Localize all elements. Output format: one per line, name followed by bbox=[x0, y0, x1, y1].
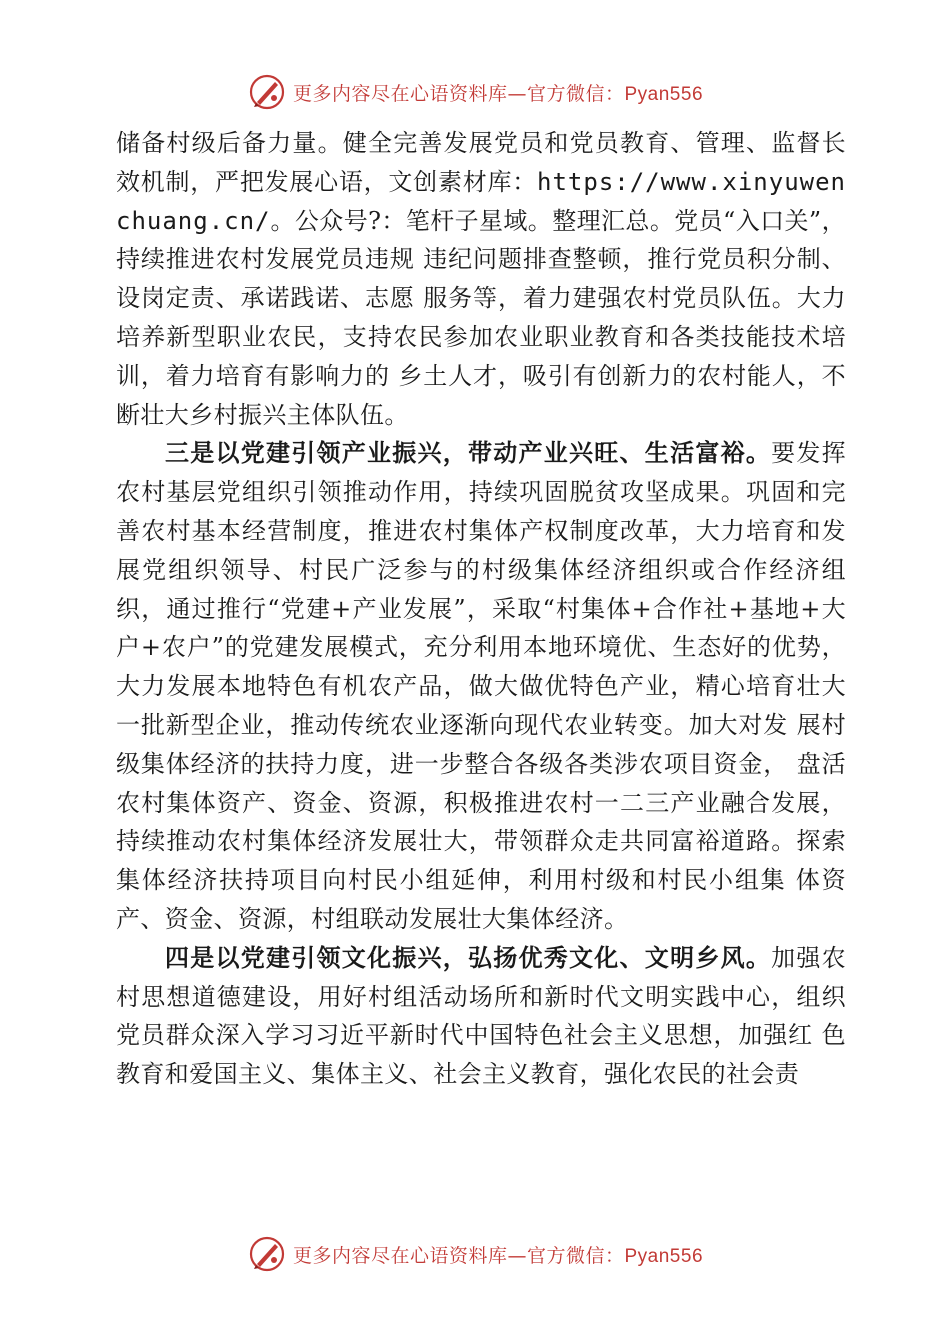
paragraph-lead: 三是以党建引领产业振兴，带动产业兴旺、生活富裕。 bbox=[165, 439, 772, 468]
website-url[interactable]: https://www.xinyuwenchuang.cn/ bbox=[116, 167, 846, 235]
banner-text: 更多内容尽在心语资料库—官方微信：Pyan556 bbox=[292, 1244, 704, 1267]
paragraph-3: 四是以党建引领文化振兴，弘扬优秀文化、文明乡风。加强农村思想道德建设，用好村组活动场所和新时代文明实践中心，组织党员群众深入学习习近平新时代中国特色社会主义思想，加强红 色教育和爱国主义、集体主义、社会主义教育，强化农民的社会责 bbox=[116, 943, 847, 1089]
banner-text: 更多内容尽在心语资料库—官方微信：Pyan556 bbox=[292, 82, 704, 105]
paragraph-1: 储备村级后备力量。健全完善发展党员和党员教育、管理、监督长效机制，严把发展心语，文创素材库：https://www.xinyuwenchuang.cn/。公众号?：笔杆子星域。整理汇总。党员“入口关”，持续推进农村发展党员违规 违纪问题排查整顿，推行党员积分制、设岗定责、承诺践诺、志愿 服务等，着力建强农村党员队伍。大力培养新型职业农民，支持农民参加农业职业教育和各类技能技术培训，着力培育有影响力的 乡土人才，吸引有创新力的农村能人，不断壮大乡村振兴主体队伍。 bbox=[116, 129, 846, 429]
header-banner bbox=[0, 70, 950, 114]
footer-banner bbox=[0, 1232, 950, 1276]
wechat-id: Pyan556 bbox=[624, 1245, 704, 1267]
document-body bbox=[116, 124, 846, 1094]
paragraph-lead: 四是以党建引领文化振兴，弘扬优秀文化、文明乡风。 bbox=[165, 943, 772, 972]
wechat-id: Pyan556 bbox=[624, 83, 704, 105]
pen-seal-icon bbox=[247, 1234, 287, 1274]
pen-seal-icon bbox=[247, 72, 287, 112]
paragraph-2: 三是以党建引领产业振兴，带动产业兴旺、生活富裕。要发挥农村基层党组织引领推动作用，持续巩固脱贫攻坚成果。巩固和完善农村基本经营制度，推进农村集体产权制度改革，大力培育和发 展党组织领导、村民广泛参与的村级集体经济组织或合作经济组织，通过推行“党建+产业发展”，采取“村集体+合作社+基地+大户+农户”的党建发展模式，充分利用本地环境优、生态好的优势， 大力发展本地特色有机农产品，做大做优特色产业，精心培育壮大一批新型企业，推动传统农业逐渐向现代农业转变。加大对发 展村级集体经济的扶持力度，进一步整合各级各类涉农项目资金， 盘活农村集体资产、资金、资源，积极推进农村一二三产业融合发展，持续推动农村集体经济发展壮大，带领群众走共同富裕道路。探索集体经济扶持项目向村民小组延伸，利用村级和村民小组集 体资产、资金、资源，村组联动发展壮大集体经济。 bbox=[116, 439, 847, 933]
